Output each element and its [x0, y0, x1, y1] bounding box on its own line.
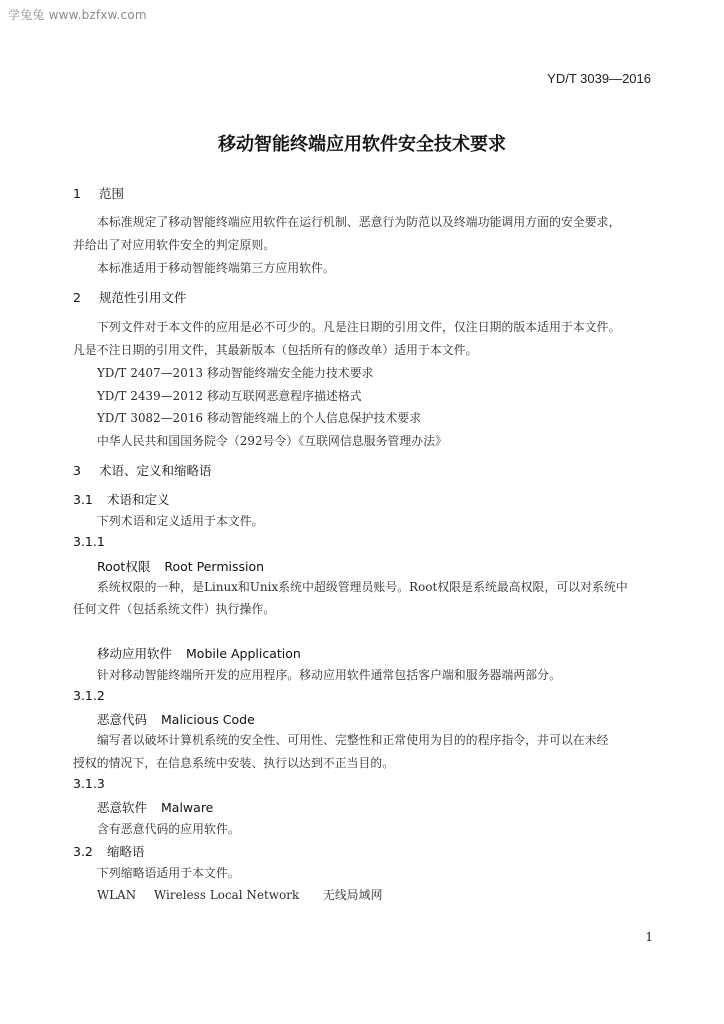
reference-item	[97, 364, 374, 381]
reference-title: 移动互联网恶意程序描述格式	[207, 389, 362, 403]
section-3-heading	[73, 461, 212, 479]
references-paragraph-line: 凡是不注日期的引用文件，其最新版本（包括所有的修改单）适用于本文件。	[73, 343, 478, 357]
definition-line: 编写者以破坏计算机系统的安全性、可用性、完整性和正常使用为目的的程序指令，并可以在未经	[97, 733, 609, 747]
reference-item	[97, 387, 362, 404]
terms-intro: 下列术语和定义适用于本文件。	[97, 514, 264, 528]
definition-line: 任何文件（包括系统文件）执行操作。	[73, 602, 276, 616]
scope-paragraph-line: 本标准规定了移动智能终端应用软件在运行机制、恶意行为防范以及终端功能调用方面的安全要求，	[97, 215, 621, 229]
reference-code: YD/T 2407—2013	[97, 366, 204, 380]
clause-3-1-2-number: 3.1.2	[73, 688, 105, 703]
section-number: 3	[73, 463, 81, 478]
subsection-number: 3.2	[73, 844, 93, 859]
reference-decree: 中华人民共和国国务院令（292号令）《互联网信息服务管理办法》	[97, 434, 448, 448]
abbreviation: WLAN	[97, 888, 137, 902]
term-chinese: Root权限	[97, 559, 151, 574]
section-title: 范围	[99, 186, 125, 201]
term-malware	[97, 798, 213, 816]
watermark: 学兔兔 www.bzfxw.com	[8, 8, 147, 22]
definition-line: 系统权限的一种，是Linux和Unix系统中超级管理员账号。Root权限是系统最高权限，可以对系统中	[97, 580, 628, 594]
references-paragraph-line: 下列文件对于本文件的应用是必不可少的。凡是注日期的引用文件，仅注日期的版本适用于本文件。	[97, 320, 621, 334]
term-english: Malicious Code	[161, 712, 255, 727]
section-2-heading	[73, 288, 187, 306]
clause-3-1-1-number: 3.1.1	[73, 534, 105, 549]
term-english: Malware	[161, 800, 214, 815]
subsection-title: 术语和定义	[107, 492, 170, 507]
document-number: YD/T 3039—2016	[547, 71, 651, 86]
term-chinese: 移动应用软件	[97, 646, 173, 661]
term-chinese: 恶意代码	[97, 712, 148, 727]
section-1-heading	[73, 184, 124, 202]
scope-applicability: 本标准适用于移动智能终端第三方应用软件。	[97, 261, 335, 275]
term-chinese: 恶意软件	[97, 800, 148, 815]
term-malicious-code	[97, 710, 255, 728]
reference-item	[97, 409, 421, 426]
clause-3-1-3-number: 3.1.3	[73, 776, 105, 791]
reference-code: YD/T 2439—2012	[97, 389, 204, 403]
abbreviations-intro: 下列缩略语适用于本文件。	[97, 866, 240, 880]
abbreviation-chinese: 无线局域网	[323, 888, 383, 902]
reference-title: 移动智能终端安全能力技术要求	[207, 366, 374, 380]
term-root-permission	[97, 557, 264, 575]
term-english: Root Permission	[164, 559, 265, 574]
definition-line: 授权的情况下，在信息系统中安装、执行以达到不正当目的。	[73, 756, 395, 770]
definition-line: 针对移动智能终端所开发的应用程序。移动应用软件通常包括客户端和服务器端两部分。	[97, 668, 561, 682]
term-english: Mobile Application	[186, 646, 301, 661]
section-title: 规范性引用文件	[99, 290, 187, 305]
reference-code: YD/T 3082—2016	[97, 411, 204, 425]
page-number: 1	[645, 930, 653, 944]
subsection-3-1-heading	[73, 490, 170, 508]
reference-title: 移动智能终端上的个人信息保护技术要求	[207, 411, 422, 425]
term-mobile-application	[97, 644, 301, 662]
definition-line: 含有恶意代码的应用软件。	[97, 822, 240, 836]
section-number: 2	[73, 290, 81, 305]
subsection-number: 3.1	[73, 492, 93, 507]
section-title: 术语、定义和缩略语	[99, 463, 212, 478]
subsection-title: 缩略语	[107, 844, 145, 859]
subsection-3-2-heading	[73, 842, 145, 860]
section-number: 1	[73, 186, 81, 201]
abbreviation-english: Wireless Local Network	[154, 888, 300, 902]
scope-paragraph-line: 并给出了对应用软件安全的判定原则。	[73, 238, 276, 252]
page-title: 移动智能终端应用软件安全技术要求	[218, 134, 506, 155]
abbreviation-row	[97, 886, 383, 903]
